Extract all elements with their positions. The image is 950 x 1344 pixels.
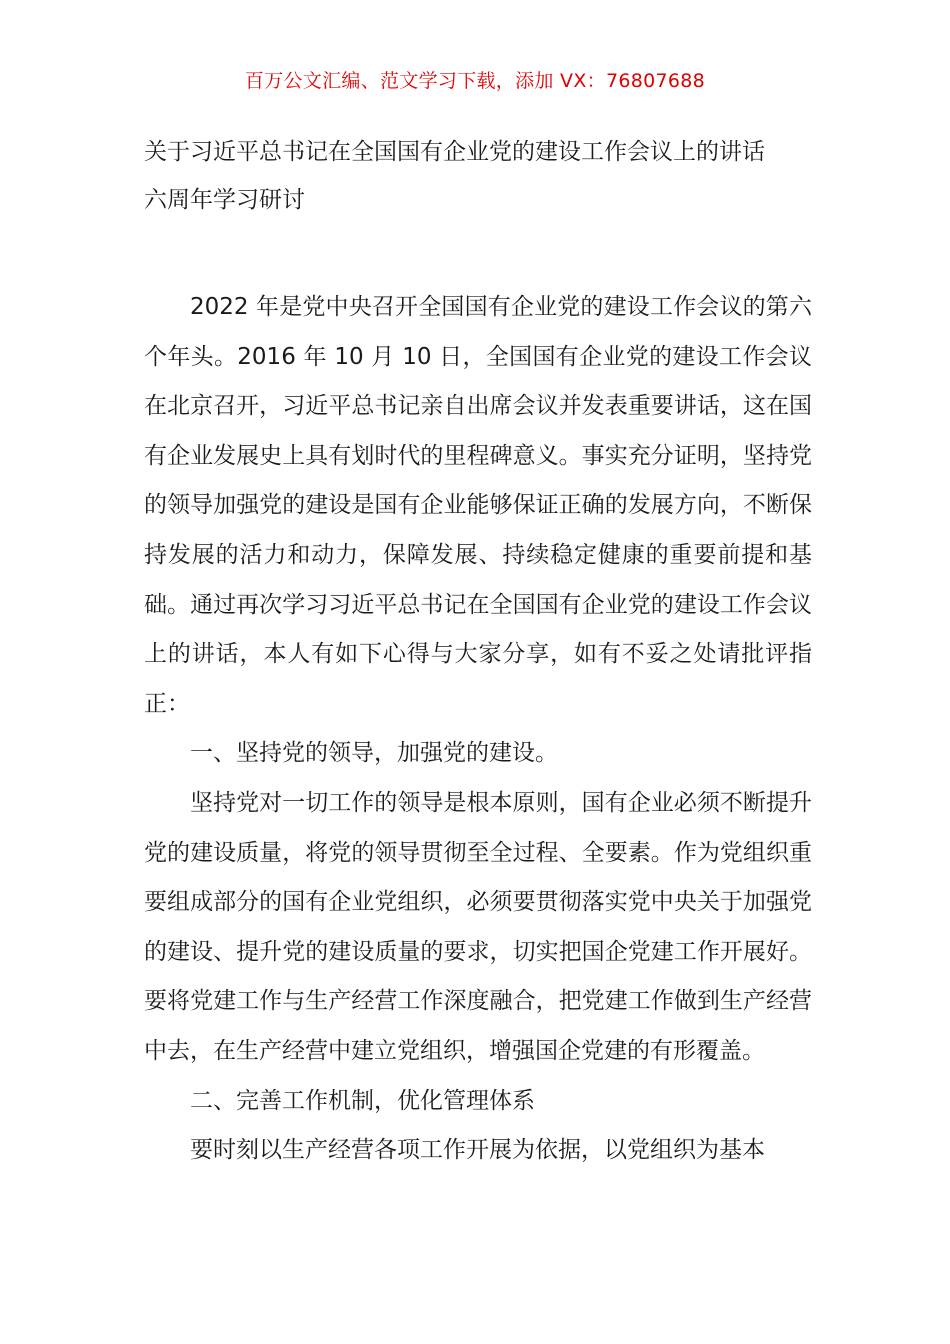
title-line: 关于习近平总书记在全国国有企业党的建设工作会议上的讲话 <box>144 139 765 165</box>
section-heading-2: 二、完善工作机制，优化管理体系 <box>190 1087 535 1114</box>
title-line: 六周年学习研讨 <box>144 187 305 213</box>
section-2-paragraph: 要时刻以生产经营各项工作开展为依据，以党组织为基本 <box>190 1137 765 1164</box>
intro-paragraph: 2022 年是党中央召开全国国有企业党的建设工作会议的第六个年头。2016 年 10 月 10 日，全国国有企业党的建设工作会议在北京召开，习近平总书记亲自出席会议并发表重要讲话，这在国有企业发展史上具有划时代的里程碑意义。事实充分证明，坚持党的领导加强党的建设是国有企业能够保证正确的发展方向，不断保持发展的活力和动力，保障发展、持续稳定健康的重要前提和基础。通过再次学习习近平总书记在全国国有企业党的建设工作会议上的讲话，本人有如下心得与大家分享，如有不妥之处请批评指正： <box>144 294 812 717</box>
header-banner: 百万公文汇编、范文学习下载，添加 VX：76807688 <box>244 70 706 92</box>
section-heading-1: 一、坚持党的领导，加强党的建设。 <box>190 740 558 767</box>
document-body <box>144 283 812 1176</box>
document-title <box>144 128 824 224</box>
section-1-paragraph: 坚持党对一切工作的领导是根本原则，国有企业必须不断提升党的建设质量，将党的领导贯彻至全过程、全要素。作为党组织重要组成部分的国有企业党组织，必须要贯彻落实党中央关于加强党的建设、提升党的建设质量的要求，切实把国企党建工作开展好。要将党建工作与生产经营工作深度融合，把党建工作做到生产经营中去，在生产经营中建立党组织，增强国企党建的有形覆盖。 <box>144 789 812 1064</box>
